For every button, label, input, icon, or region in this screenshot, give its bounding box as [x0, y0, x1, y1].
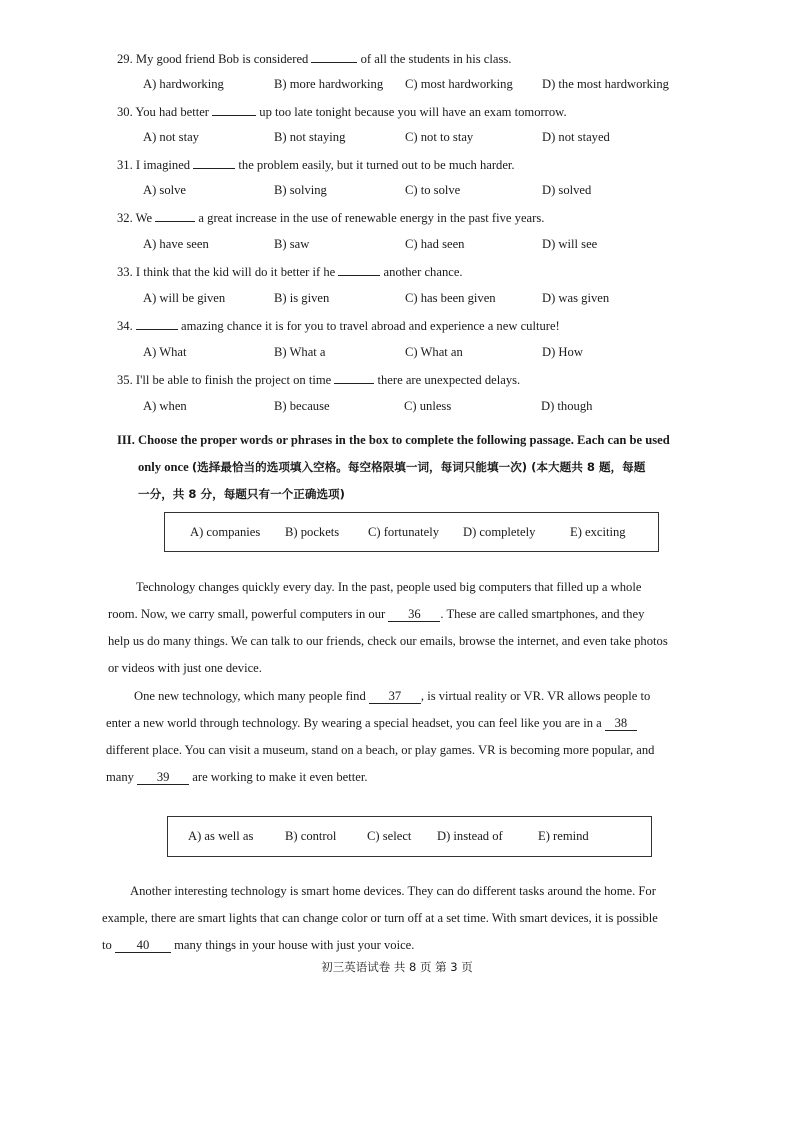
answer-blank[interactable] — [334, 371, 374, 384]
answer-blank[interactable] — [136, 317, 178, 330]
question-text: another chance. — [380, 265, 463, 279]
passage-line: Technology changes quickly every day. In the past, people used big computers that filled up a whole — [136, 580, 642, 594]
question-33 — [117, 263, 463, 280]
passage-line: help us do many things. We can talk to our friends, check our emails, browse the internet, and even take photos — [108, 634, 668, 648]
question-text: 33. I think that the kid will do it better if he — [117, 265, 339, 279]
passage-text: room. Now, we carry small, powerful computers in our — [108, 607, 389, 621]
passage-paragraph-2 — [106, 683, 716, 791]
option[interactable]: D) though — [541, 399, 593, 413]
option[interactable]: C) most hardworking — [405, 77, 513, 91]
option[interactable]: C) not to stay — [405, 130, 474, 144]
question-text: a great increase in the use of renewable energy in the past five years. — [195, 211, 545, 225]
answer-blank[interactable] — [193, 156, 235, 169]
passage-text: , is virtual reality or VR. VR allows people to — [420, 689, 651, 703]
word-option[interactable]: B) pockets — [285, 524, 340, 539]
word-option[interactable]: C) fortunately — [368, 524, 439, 539]
question-32 — [117, 209, 544, 226]
option[interactable]: D) solved — [542, 183, 592, 197]
passage-line: example, there are smart lights that can change color or turn off at a set time. With smart devices, it is possible — [102, 911, 658, 925]
option[interactable]: A) What — [143, 345, 187, 359]
option[interactable]: D) will see — [542, 237, 598, 251]
question-text: the problem easily, but it turned out to be much harder. — [235, 158, 515, 172]
answer-blank-39[interactable]: 39 — [137, 770, 189, 785]
option[interactable]: A) when — [143, 399, 187, 413]
passage-line: Another interesting technology is smart home devices. They can do different tasks around the home. For — [130, 884, 656, 898]
word-box-1 — [164, 512, 659, 552]
question-text: 35. I'll be able to finish the project on time — [117, 373, 335, 387]
word-option[interactable]: B) control — [285, 829, 337, 843]
passage-line: or videos with just one device. — [108, 661, 262, 675]
answer-blank-36[interactable]: 36 — [388, 607, 440, 622]
option[interactable]: C) unless — [404, 399, 452, 413]
section-heading-line: III. Choose the proper words or phrases in the box to complete the following passage. Each can be used — [117, 433, 670, 447]
word-option[interactable]: E) remind — [538, 829, 589, 843]
option[interactable]: B) more hardworking — [274, 77, 384, 91]
question-text: 32. We — [117, 211, 156, 225]
word-option[interactable]: E) exciting — [570, 524, 626, 539]
word-option[interactable]: C) select — [367, 829, 412, 843]
passage-text: to — [102, 938, 115, 952]
option[interactable]: D) the most hardworking — [542, 77, 669, 91]
option[interactable]: D) was given — [542, 291, 610, 305]
section-heading-text: only once — [138, 460, 192, 474]
option[interactable]: A) hardworking — [143, 77, 224, 91]
option[interactable]: C) had seen — [405, 237, 465, 251]
option[interactable]: C) to solve — [405, 183, 461, 197]
answer-blank-38[interactable]: 38 — [605, 716, 637, 731]
section-heading-line — [117, 454, 717, 481]
answer-blank[interactable] — [311, 50, 357, 63]
option[interactable]: B) saw — [274, 237, 310, 251]
question-text: there are unexpected delays. — [374, 373, 521, 387]
option[interactable]: A) have seen — [143, 237, 209, 251]
passage-text: . These are called smartphones, and they — [440, 607, 645, 621]
question-text: 30. You had better — [117, 105, 213, 119]
passage-text: enter a new world through technology. By wearing a special headset, you can feel like you are in a — [106, 716, 605, 730]
section-heading-text: (选择最恰当的选项填入空格。每空格限填一词，每词只能填一次) (本大题共 8 题，每题 — [191, 460, 646, 474]
word-option[interactable]: D) completely — [463, 524, 536, 539]
option[interactable]: A) solve — [143, 183, 187, 197]
option[interactable]: B) is given — [274, 291, 330, 305]
option[interactable]: B) solving — [274, 183, 327, 197]
question-text: of all the students in his class. — [357, 52, 512, 66]
question-31 — [117, 156, 515, 173]
passage-line — [106, 683, 716, 710]
option[interactable]: B) What a — [274, 345, 326, 359]
question-34 — [117, 317, 560, 334]
passage-text: One new technology, which many people find — [134, 689, 369, 703]
option[interactable]: B) not staying — [274, 130, 346, 144]
question-29 — [117, 50, 511, 67]
answer-blank-37[interactable]: 37 — [369, 689, 421, 704]
question-text: 34. — [117, 319, 136, 333]
answer-blank-40[interactable]: 40 — [115, 938, 171, 953]
option[interactable]: D) How — [542, 345, 583, 359]
answer-blank[interactable] — [155, 209, 195, 222]
question-text: 29. My good friend Bob is considered — [117, 52, 312, 66]
passage-text: many things in your house with just your voice. — [170, 938, 415, 952]
question-30 — [117, 103, 567, 120]
question-35 — [117, 371, 520, 388]
passage-paragraph-3 — [102, 878, 716, 959]
option[interactable]: A) not stay — [143, 130, 199, 144]
section-heading-line: 一分，共 8 分，每题只有一个正确选项) — [138, 487, 345, 501]
passage-text: many — [106, 770, 138, 784]
word-box-2 — [167, 816, 652, 857]
question-text: 31. I imagined — [117, 158, 194, 172]
answer-blank[interactable] — [212, 103, 256, 116]
word-option[interactable]: D) instead of — [437, 829, 503, 843]
passage-paragraph-1 — [108, 574, 714, 682]
word-option[interactable]: A) as well as — [188, 829, 254, 843]
section-heading — [117, 427, 717, 508]
option[interactable]: B) because — [274, 399, 330, 413]
passage-text: are working to make it even better. — [189, 770, 368, 784]
page-footer: 初三英语试卷 共 8 页 第 3 页 — [321, 960, 473, 974]
passage-line: different place. You can visit a museum, stand on a beach, or play games. VR is becoming more popular, and — [106, 743, 655, 757]
passage-line — [106, 764, 716, 791]
question-text: amazing chance it is for you to travel abroad and experience a new culture! — [177, 319, 560, 333]
passage-line — [106, 710, 716, 737]
option[interactable]: A) will be given — [143, 291, 226, 305]
word-option[interactable]: A) companies — [190, 524, 261, 539]
option[interactable]: C) What an — [405, 345, 463, 359]
passage-line — [102, 932, 716, 959]
option[interactable]: C) has been given — [405, 291, 496, 305]
option[interactable]: D) not stayed — [542, 130, 610, 144]
passage-line — [108, 601, 714, 628]
answer-blank[interactable] — [338, 263, 380, 276]
question-text: up too late tonight because you will have an exam tomorrow. — [256, 105, 567, 119]
